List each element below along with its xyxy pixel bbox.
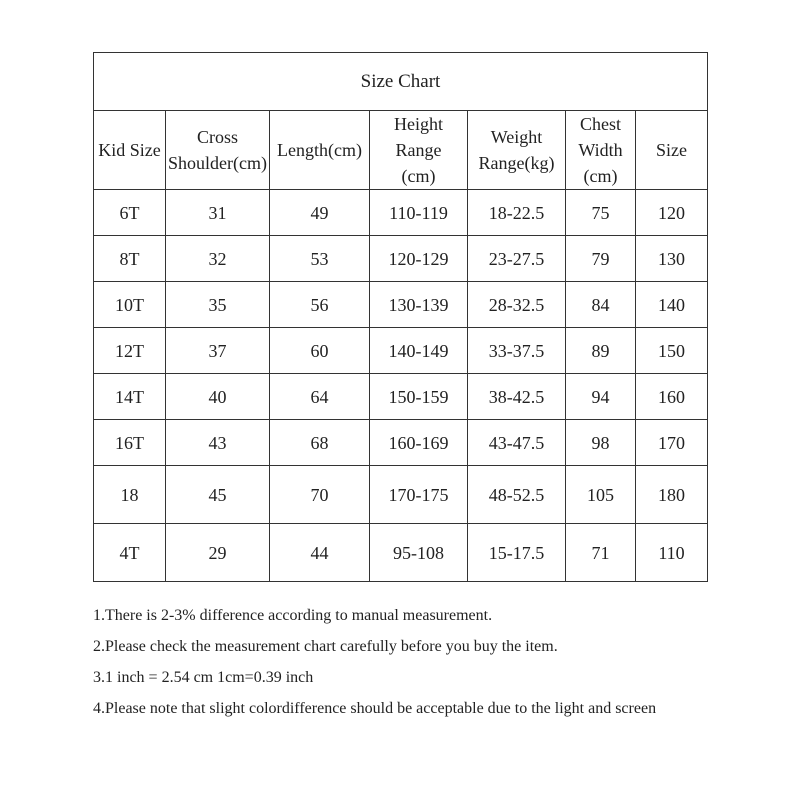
cell-length: 44 <box>270 524 370 582</box>
notes-section <box>93 600 793 724</box>
cell-kid-size: 18 <box>94 466 166 524</box>
cell-height-range: 130-139 <box>370 282 468 328</box>
cell-height-range: 110-119 <box>370 190 468 236</box>
cell-kid-size: 4T <box>94 524 166 582</box>
cell-weight-range: 15-17.5 <box>468 524 566 582</box>
cell-chest-width: 105 <box>566 466 636 524</box>
cell-length: 56 <box>270 282 370 328</box>
header-weight-range: Weight Range(kg) <box>468 111 566 190</box>
cell-chest-width: 94 <box>566 374 636 420</box>
cell-size: 130 <box>636 236 708 282</box>
table-row <box>94 328 708 374</box>
cell-cross-shoulder: 32 <box>166 236 270 282</box>
table-row <box>94 524 708 582</box>
header-cross-shoulder: Cross Shoulder(cm) <box>166 111 270 190</box>
table-row <box>94 374 708 420</box>
cell-weight-range: 38-42.5 <box>468 374 566 420</box>
cell-chest-width: 75 <box>566 190 636 236</box>
header-length: Length(cm) <box>270 111 370 190</box>
cell-cross-shoulder: 45 <box>166 466 270 524</box>
cell-height-range: 95-108 <box>370 524 468 582</box>
table-row <box>94 190 708 236</box>
header-size: Size <box>636 111 708 190</box>
cell-weight-range: 33-37.5 <box>468 328 566 374</box>
cell-size: 160 <box>636 374 708 420</box>
cell-weight-range: 28-32.5 <box>468 282 566 328</box>
note-color-difference: 4.Please note that slight colordifference should be acceptable due to the light and screen <box>93 700 657 717</box>
cell-height-range: 140-149 <box>370 328 468 374</box>
cell-height-range: 160-169 <box>370 420 468 466</box>
note-check-chart: 2.Please check the measurement chart carefully before you buy the item. <box>93 638 558 655</box>
size-chart-table <box>93 52 708 582</box>
cell-kid-size: 6T <box>94 190 166 236</box>
cell-length: 70 <box>270 466 370 524</box>
table-header-row <box>94 111 708 190</box>
cell-length: 49 <box>270 190 370 236</box>
table-row <box>94 420 708 466</box>
cell-kid-size: 10T <box>94 282 166 328</box>
cell-size: 120 <box>636 190 708 236</box>
cell-size: 140 <box>636 282 708 328</box>
cell-height-range: 170-175 <box>370 466 468 524</box>
cell-length: 60 <box>270 328 370 374</box>
cell-weight-range: 48-52.5 <box>468 466 566 524</box>
cell-cross-shoulder: 31 <box>166 190 270 236</box>
header-height-range: Height Range (cm) <box>370 111 468 190</box>
cell-length: 53 <box>270 236 370 282</box>
cell-weight-range: 23-27.5 <box>468 236 566 282</box>
cell-length: 68 <box>270 420 370 466</box>
note-measurement-difference: 1.There is 2-3% difference according to manual measurement. <box>93 607 493 624</box>
header-chest-width: Chest Width (cm) <box>566 111 636 190</box>
table-row <box>94 236 708 282</box>
cell-height-range: 150-159 <box>370 374 468 420</box>
cell-height-range: 120-129 <box>370 236 468 282</box>
table-row <box>94 282 708 328</box>
cell-size: 150 <box>636 328 708 374</box>
cell-cross-shoulder: 29 <box>166 524 270 582</box>
table-row <box>94 466 708 524</box>
cell-length: 64 <box>270 374 370 420</box>
cell-weight-range: 43-47.5 <box>468 420 566 466</box>
cell-chest-width: 79 <box>566 236 636 282</box>
cell-cross-shoulder: 37 <box>166 328 270 374</box>
cell-cross-shoulder: 35 <box>166 282 270 328</box>
note-unit-conversion: 3.1 inch = 2.54 cm 1cm=0.39 inch <box>93 669 314 686</box>
cell-cross-shoulder: 43 <box>166 420 270 466</box>
cell-chest-width: 98 <box>566 420 636 466</box>
cell-kid-size: 8T <box>94 236 166 282</box>
header-kid-size: Kid Size <box>94 111 166 190</box>
cell-size: 110 <box>636 524 708 582</box>
cell-chest-width: 84 <box>566 282 636 328</box>
cell-kid-size: 16T <box>94 420 166 466</box>
cell-size: 170 <box>636 420 708 466</box>
cell-chest-width: 71 <box>566 524 636 582</box>
cell-kid-size: 12T <box>94 328 166 374</box>
cell-kid-size: 14T <box>94 374 166 420</box>
cell-weight-range: 18-22.5 <box>468 190 566 236</box>
table-title: Size Chart <box>94 53 708 111</box>
cell-size: 180 <box>636 466 708 524</box>
cell-cross-shoulder: 40 <box>166 374 270 420</box>
cell-chest-width: 89 <box>566 328 636 374</box>
